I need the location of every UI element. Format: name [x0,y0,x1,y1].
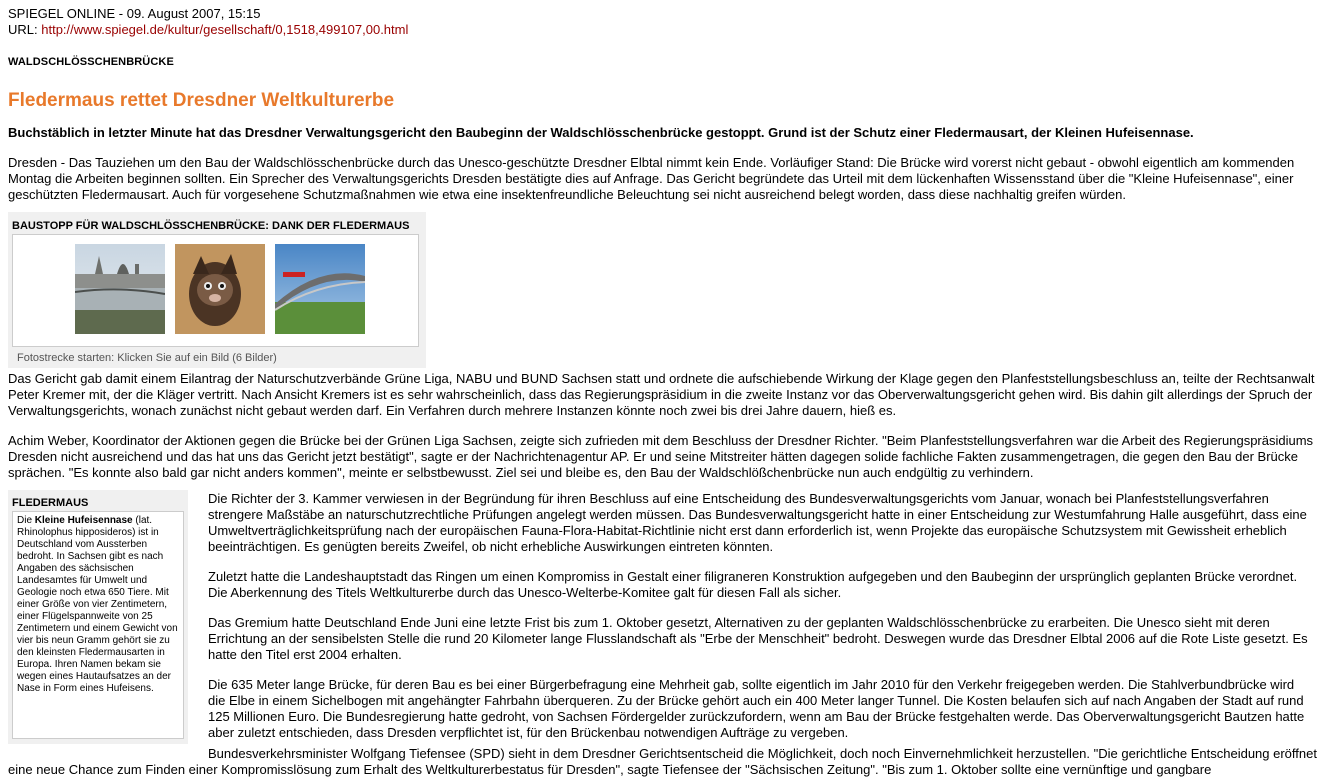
dresden-skyline-thumbnail[interactable] [75,244,165,334]
article-body-lower [208,491,1312,741]
photo-gallery [8,212,426,368]
paragraph-3: Achim Weber, Koordinator der Aktionen gegen die Brücke bei der Grünen Liga Sachsen, zeigte sich zufrieden mit dem Beschluss der Dresdner Richter. "Beim Planfeststellungsverfahren war die Arbeit des Regierungspräsidiums Dresden nicht ausreichend und das hat uns das Gericht jetzt bestätigt", sagte er der Nachrichtenagentur AP. Er und seine Mitstreiter hätten dagegen solide fachliche Fakten zusammengetragen, die gegen den Bau der Brücke sprächen. "Es konnte also bald gar nicht anders kommen", meinte er selbstbewusst. Ziel sei und bleibe es, den Bau der Waldschlößchenbrücke nun auch endgültig zu verhindern. [8,433,1314,480]
paragraph-2: Das Gericht gab damit einem Eilantrag der Naturschutzverbände Grüne Liga, NABU und BUND Sachsen statt und ordnete die aufschiebende Wirkung der Klage gegen den Planfeststellungsbeschluss an, teilte der Rechtsanwalt Peter Kremer mit, der die Kläger vertritt. Nach Ansicht Kremers ist es sehr wahrscheinlich, dass das Regierungspräsidium in die zweite Instanz vor das Oberverwaltungsgericht gehen wird. Bis dahin gilt allerdings der Spruch der Verwaltungsgerichts, wonach zunächst nicht gebaut werden darf. Ein Verfahren durch mehrere Instanzen könnte noch zwei bis drei Jahre dauern, hieß es. [8,371,1315,418]
article-page [8,6,1320,203]
gallery-caption: Fotostrecke starten: Klicken Sie auf ein Bild (6 Bilder) [17,352,277,364]
lead-paragraph: Buchstäblich in letzter Minute hat das Dresdner Verwaltungsgericht den Baubeginn der Waldschlösschenbrücke gestoppt. Grund ist der Schutz einer Fledermausart, der Kleinen Hufeisennase. [8,125,1194,140]
bat-thumbnail[interactable] [175,244,265,334]
intro-paragraph: Dresden - Das Tauziehen um den Bau der Waldschlösschenbrücke durch das Unesco-geschützte Dresdner Elbtal nimmt kein Ende. Vorläufiger Stand: Die Brücke wird vorerst nicht gebaut - obwohl eigentlich am kommenden Montag die Arbeiten beginnen sollten. Ein Sprecher des Verwaltungsgerichts Dresden bestätigte dies auf Anfrage. Das Gericht begründete das Urteil mit dem lückenhaften Wissensstand über die "Kleine Hufeisennase", einer geschützten Fledermausart. Auch für vorgesehene Schutzmaßnahmen wie etwa eine insektenfreundliche Beleuchtung sei nicht ausreichend belegt worden, dass diese nachhaltig greifen würden. [8,155,1295,202]
gallery-thumbnails [12,234,419,347]
url-line [8,22,1320,38]
paragraph-8: Bundesverkehrsminister Wolfgang Tiefensee (SPD) sieht in dem Dresdner Gerichtsentscheid die Möglichkeit, doch noch Einvernehmlichkeit herzustellen. "Die gerichtliche Entscheidung eröffnet eine neue Chance zum Finden einer Kompromisslösung zum Erhalt des Weltkulturerbestatus für Dresden", sagte Tiefensee der "Sächsischen Zeitung". "Bis zum 1. Oktober sollte eine vernünftige und gangbare [8,746,1317,777]
info-box-body [12,511,184,739]
kicker: WALDSCHLÖSSCHENBRÜCKE [8,56,174,68]
url-label: URL: [8,22,38,37]
paragraph-7: Die 635 Meter lange Brücke, für deren Bau es bei einer Bürgerbefragung eine Mehrheit gab, sollte eigentlich im Jahr 2010 für den Verkehr freigegeben werden. Die Stahlverbundbrücke wird die Elbe in einem Sichelbogen mit angehängter Fahrbahn überqueren. Zu der Brücke gehört auch ein 400 Meter langer Tunnel. Die Kosten belaufen sich auf nach Angaben der Stadt auf rund 125 Millionen Euro. Die Bundesregierung hatte gedroht, von Sachsen Fördergelder zurückzufordern, wenn am Bau der Brücke festgehalten werde. Das Oberverwaltungsgericht Bautzen hatte aber zuletzt entschieden, dass Dresden verpflichtet ist, für den Brückenbau notwendigen Aufträge zu vergeben. [208,677,1305,740]
paragraph-4: Die Richter der 3. Kammer verwiesen in der Begründung für ihren Beschluss auf eine Entscheidung des Bundesverwaltungsgerichts vom Januar, wonach bei Planfeststellungsverfahren strengere Maßstäbe an naturschutzrechtliche Prüfungen angelegt werden müssen. Das Bundesverwaltungsgericht hatte in einer Entscheidung zur Westumfahrung Halle ausgeführt, dass eine Umweltverträglichkeitsprüfung nach der europäischen Fauna-Flora-Habitat-Richtlinie nicht erst dann erforderlich ist, wenn Projekte das europäische Schutzsystem mit Gewissheit erheblich beeinträchtigen. Es genügten bereits Zweifel, ob nicht erhebliche Auswirkungen eintreten könnten. [208,491,1307,554]
info-box-fledermaus [8,490,188,744]
info-box-title: FLEDERMAUS [12,497,89,509]
paragraph-6: Das Gremium hatte Deutschland Ende Juni eine letzte Frist bis zum 1. Oktober gesetzt, Alternativen zu der geplanten Waldschlösschenbrücke zu erarbeiten. Die Unesco sieht mit deren Errichtung an der sensibelsten Stelle die rund 20 Kilometer lange Flusslandschaft als "Erbe der Menschheit" bedroht. Deswegen wurde das Dresdner Elbtal 2006 auf die Rote Liste gesetzt. Es hatte den Titel erst 2004 erhalten. [208,615,1308,662]
info-box-species-name: Kleine Hufeisennase [34,515,133,526]
bridge-rendering-thumbnail[interactable] [275,244,365,334]
article-url-link[interactable]: http://www.spiegel.de/kultur/gesellschaft/0,1518,499107,00.html [41,22,409,37]
gallery-title: BAUSTOPP FÜR WALDSCHLÖSSCHENBRÜCKE: DANK DER FLEDERMAUS [12,220,410,232]
info-box-text-prefix: Die [17,515,35,526]
source-line: SPIEGEL ONLINE - 09. August 2007, 15:15 [8,6,261,21]
headline: Fledermaus rettet Dresdner Weltkulturerbe [8,90,395,111]
article-body-bottom [8,746,1320,778]
info-box-text: (lat. Rhinolophus hipposideros) ist in Deutschland vom Aussterben bedroht. In Sachsen gibt es nach Angaben des sächsischen Landesamtes für Umwelt und Geologie noch etwa 650 Tiere. Mit einer Größe von vier Zentimetern, einer Flügelspannweite von 25 Zentimetern und einem Gewicht von vier bis neun Gramm gehört sie zu den kleinsten Fledermausarten in Europa. Ihren Namen bekam sie wegen eines Hautaufsatzes an der Nase in Form eines Hufeisens. [17,515,178,694]
paragraph-5: Zuletzt hatte die Landeshauptstadt das Ringen um einen Kompromiss in Gestalt einer filigraneren Konstruktion aufgegeben und den Baubeginn der ursprünglich geplanten Brücke verordnet. Die Aberkennung des Titels Weltkulturerbe durch das Unesco-Welterbe-Komitee galt für diesen Fall als sicher. [208,569,1298,600]
article-body-upper [8,371,1320,481]
